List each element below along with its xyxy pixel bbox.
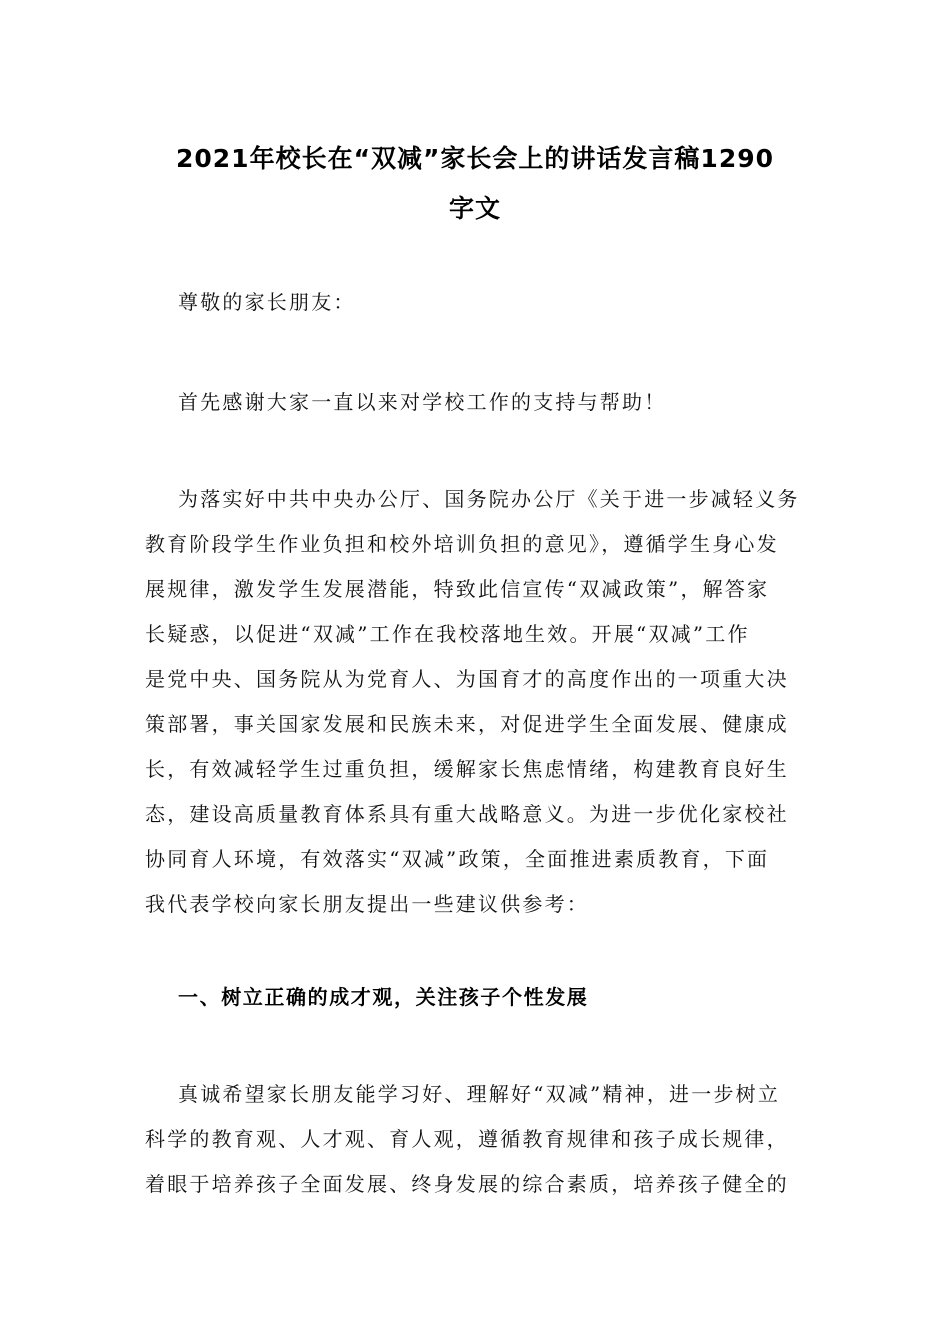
paragraph-line: 真诚希望家长朋友能学习好、理解好“双减”精神，进一步树立 [178, 1082, 781, 1106]
title-line: 2021年校长在“双减”家长会上的讲话发言稿1290 [175, 144, 775, 173]
document-title [120, 134, 830, 234]
paragraph-line: 为落实好中共中央办公厅、国务院办公厅《关于进一步减轻义务 [178, 487, 800, 511]
paragraph-line: 着眼于培养孩子全面发展、终身发展的综合素质，培养孩子健全的 [145, 1172, 789, 1196]
thanks-paragraph [145, 380, 807, 425]
paragraph-line: 科学的教育观、人才观、育人观，遵循教育规律和孩子成长规律， [145, 1127, 789, 1151]
paragraph-line: 长疑惑，以促进“双减”工作在我校落地生效。开展“双减”工作 [145, 622, 750, 646]
section-heading: 一、树立正确的成才观，关注孩子个性发展 [178, 985, 589, 1009]
paragraph-line: 策部署，事关国家发展和民族未来，对促进学生全面发展、健康成 [145, 712, 789, 736]
thanks-text: 首先感谢大家一直以来对学校工作的支持与帮助！ [178, 390, 667, 414]
paragraph-line: 长，有效减轻学生过重负担，缓解家长焦虑情绪，构建教育良好生 [145, 757, 789, 781]
paragraph-line: 协同育人环境，有效落实“双减”政策，全面推进素质教育，下面 [145, 847, 770, 871]
paragraph-1 [145, 477, 807, 927]
paragraph-line: 展规律，激发学生发展潜能，特致此信宣传“双减政策”，解答家 [145, 577, 770, 601]
paragraph-line: 我代表学校向家长朋友提出一些建议供参考： [145, 892, 589, 916]
salutation-paragraph [145, 280, 807, 325]
paragraph-line: 态，建设高质量教育体系具有重大战略意义。为进一步优化家校社 [145, 802, 789, 826]
paragraph-2 [145, 1072, 807, 1207]
title-line: 字文 [448, 194, 501, 223]
paragraph-line: 教育阶段学生作业负担和校外培训负担的意见》，遵循学生身心发 [145, 532, 779, 556]
paragraph-line: 是党中央、国务院从为党育人、为国育才的高度作出的一项重大决 [145, 667, 789, 691]
salutation: 尊敬的家长朋友： [178, 290, 356, 314]
